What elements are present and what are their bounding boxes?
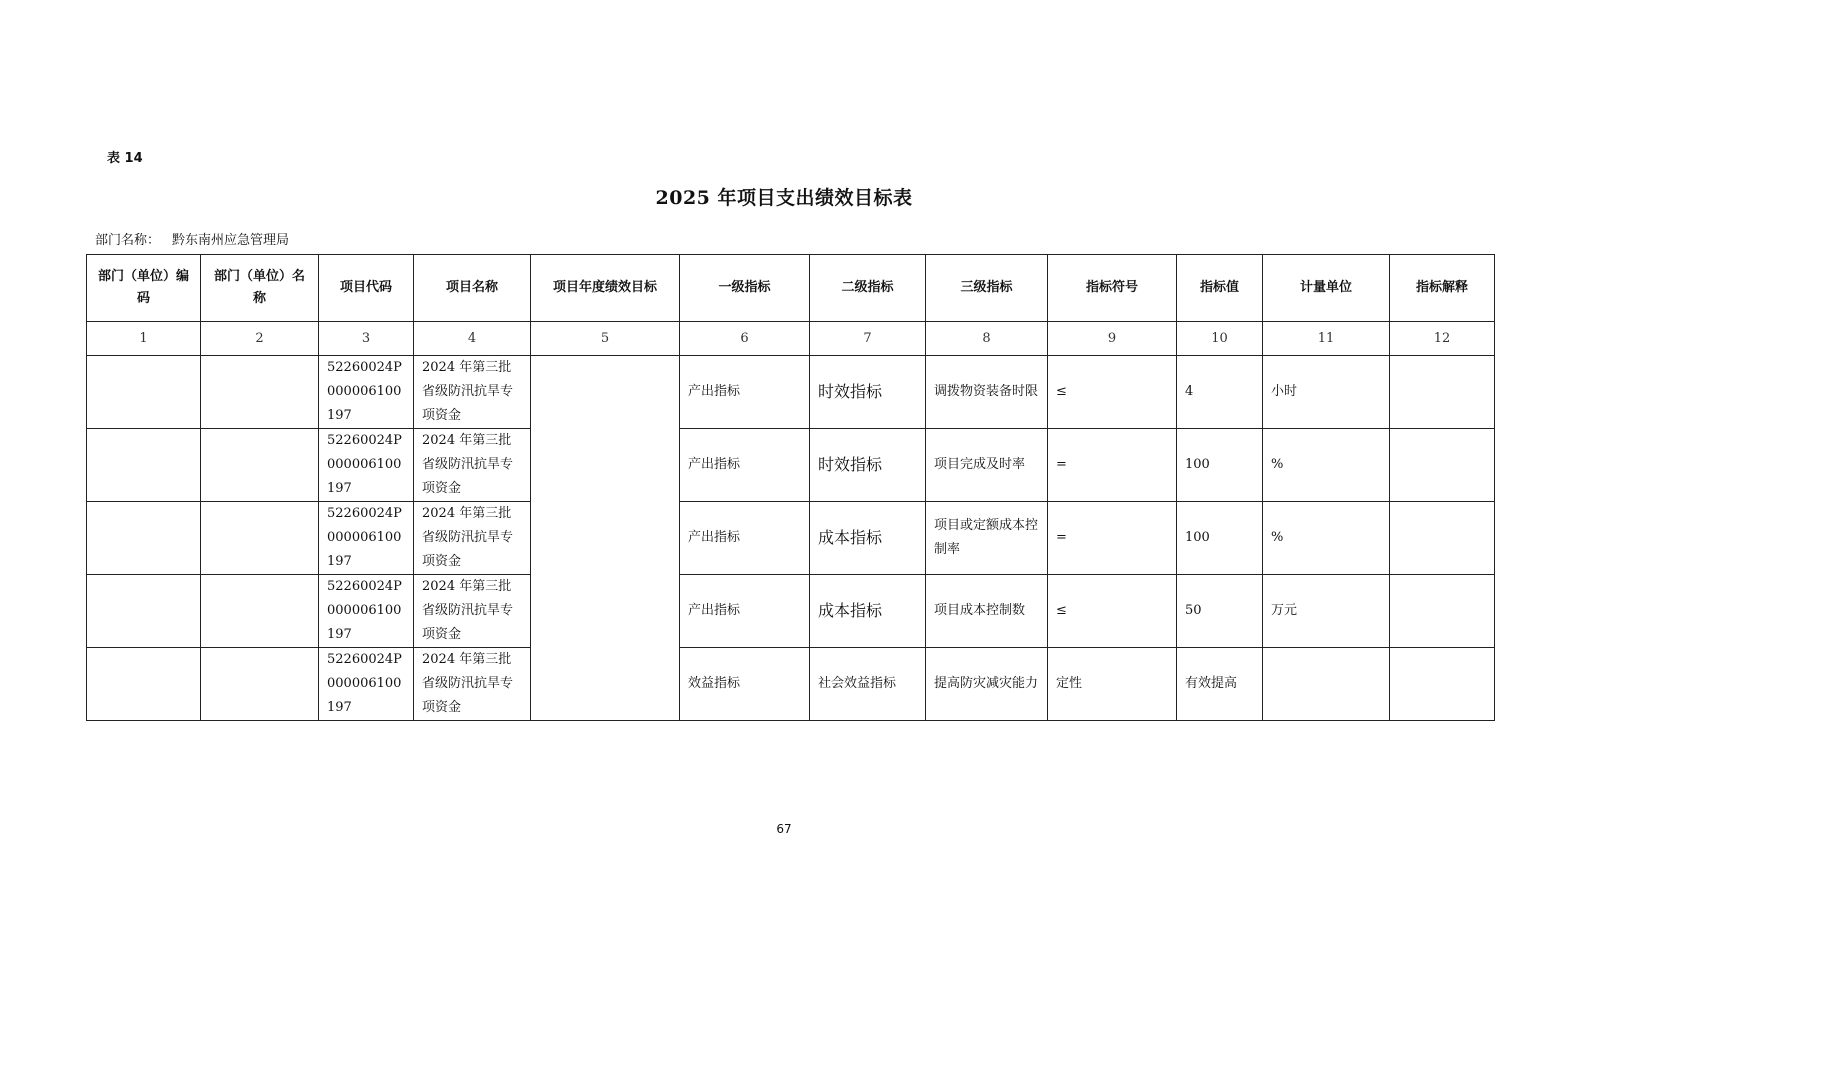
table-row: [87, 356, 1495, 429]
project-name-cell: 2024 年第三批省级防汛抗旱专项资金: [414, 429, 531, 502]
col-number: 2: [201, 322, 319, 356]
header-project-name: 项目名称: [414, 255, 531, 322]
header-level2: 二级指标: [810, 255, 926, 322]
level1-cell: 产出指标: [680, 356, 810, 429]
col-number: 9: [1048, 322, 1177, 356]
table-row: [87, 648, 1495, 721]
col-number: 5: [531, 322, 680, 356]
level3-cell: 项目完成及时率: [926, 429, 1048, 502]
header-dept-name: 部门（单位）名称: [201, 255, 319, 322]
dept-code-cell: [87, 502, 201, 575]
header-explain: 指标解释: [1390, 255, 1495, 322]
value-cell: 100: [1177, 502, 1263, 575]
col-number: 1: [87, 322, 201, 356]
project-name-cell: 2024 年第三批省级防汛抗旱专项资金: [414, 648, 531, 721]
symbol-cell: =: [1048, 429, 1177, 502]
level1-cell: 效益指标: [680, 648, 810, 721]
col-number: 8: [926, 322, 1048, 356]
col-number: 3: [319, 322, 414, 356]
col-number: 12: [1390, 322, 1495, 356]
dept-name-cell: [201, 429, 319, 502]
column-number-row: [87, 322, 1495, 356]
col-number: 7: [810, 322, 926, 356]
header-level3: 三级指标: [926, 255, 1048, 322]
level1-cell: 产出指标: [680, 575, 810, 648]
level1-cell: 产出指标: [680, 429, 810, 502]
unit-cell: 小时: [1263, 356, 1390, 429]
dept-name-cell: [201, 502, 319, 575]
level3-cell: 项目成本控制数: [926, 575, 1048, 648]
level2-cell: 时效指标: [810, 429, 926, 502]
header-project-code: 项目代码: [319, 255, 414, 322]
dept-code-cell: [87, 575, 201, 648]
level3-cell: 调拨物资装备时限: [926, 356, 1048, 429]
header-row: [87, 255, 1495, 322]
value-cell: 50: [1177, 575, 1263, 648]
level3-cell: 提高防灾减灾能力: [926, 648, 1048, 721]
explain-cell: [1390, 575, 1495, 648]
dept-name-cell: [201, 356, 319, 429]
project-name-cell: 2024 年第三批省级防汛抗旱专项资金: [414, 502, 531, 575]
dept-name-cell: [201, 575, 319, 648]
col-number: 10: [1177, 322, 1263, 356]
value-cell: 有效提高: [1177, 648, 1263, 721]
project-code-cell: 52260024P000006100197: [319, 648, 414, 721]
dept-code-cell: [87, 648, 201, 721]
table-row: [87, 575, 1495, 648]
col-number: 11: [1263, 322, 1390, 356]
symbol-cell: 定性: [1048, 648, 1177, 721]
explain-cell: [1390, 648, 1495, 721]
project-name-cell: 2024 年第三批省级防汛抗旱专项资金: [414, 575, 531, 648]
project-code-cell: 52260024P000006100197: [319, 356, 414, 429]
symbol-cell: ≤: [1048, 356, 1177, 429]
level2-cell: 成本指标: [810, 502, 926, 575]
header-annual-goal: 项目年度绩效目标: [531, 255, 680, 322]
project-code-cell: 52260024P000006100197: [319, 502, 414, 575]
dept-code-cell: [87, 429, 201, 502]
col-number: 4: [414, 322, 531, 356]
department-line: [95, 229, 301, 248]
level3-cell: 项目或定额成本控制率: [926, 502, 1048, 575]
page-number: 67: [776, 822, 792, 836]
level2-cell: 社会效益指标: [810, 648, 926, 721]
explain-cell: [1390, 502, 1495, 575]
project-code-cell: 52260024P000006100197: [319, 429, 414, 502]
unit-cell: %: [1263, 429, 1390, 502]
col-number: 6: [680, 322, 810, 356]
table-row: [87, 429, 1495, 502]
header-level1: 一级指标: [680, 255, 810, 322]
level1-cell: 产出指标: [680, 502, 810, 575]
project-name-cell: 2024 年第三批省级防汛抗旱专项资金: [414, 356, 531, 429]
dept-name-cell: [201, 648, 319, 721]
annual-goal-cell: [531, 356, 680, 721]
table-number: 表 14: [107, 151, 143, 166]
value-cell: 100: [1177, 429, 1263, 502]
unit-cell: 万元: [1263, 575, 1390, 648]
unit-cell: %: [1263, 502, 1390, 575]
explain-cell: [1390, 356, 1495, 429]
project-code-cell: 52260024P000006100197: [319, 575, 414, 648]
explain-cell: [1390, 429, 1495, 502]
symbol-cell: =: [1048, 502, 1177, 575]
department-label: 部门名称：: [95, 233, 161, 248]
header-dept-code: 部门（单位）编码: [87, 255, 201, 322]
level2-cell: 时效指标: [810, 356, 926, 429]
performance-target-table: [86, 254, 1495, 721]
dept-code-cell: [87, 356, 201, 429]
table-row: [87, 502, 1495, 575]
header-symbol: 指标符号: [1048, 255, 1177, 322]
department-value: 黔东南州应急管理局: [172, 233, 290, 248]
header-value: 指标值: [1177, 255, 1263, 322]
header-unit: 计量单位: [1263, 255, 1390, 322]
level2-cell: 成本指标: [810, 575, 926, 648]
document-title: 2025 年项目支出绩效目标表: [655, 187, 913, 209]
value-cell: 4: [1177, 356, 1263, 429]
symbol-cell: ≤: [1048, 575, 1177, 648]
unit-cell: [1263, 648, 1390, 721]
